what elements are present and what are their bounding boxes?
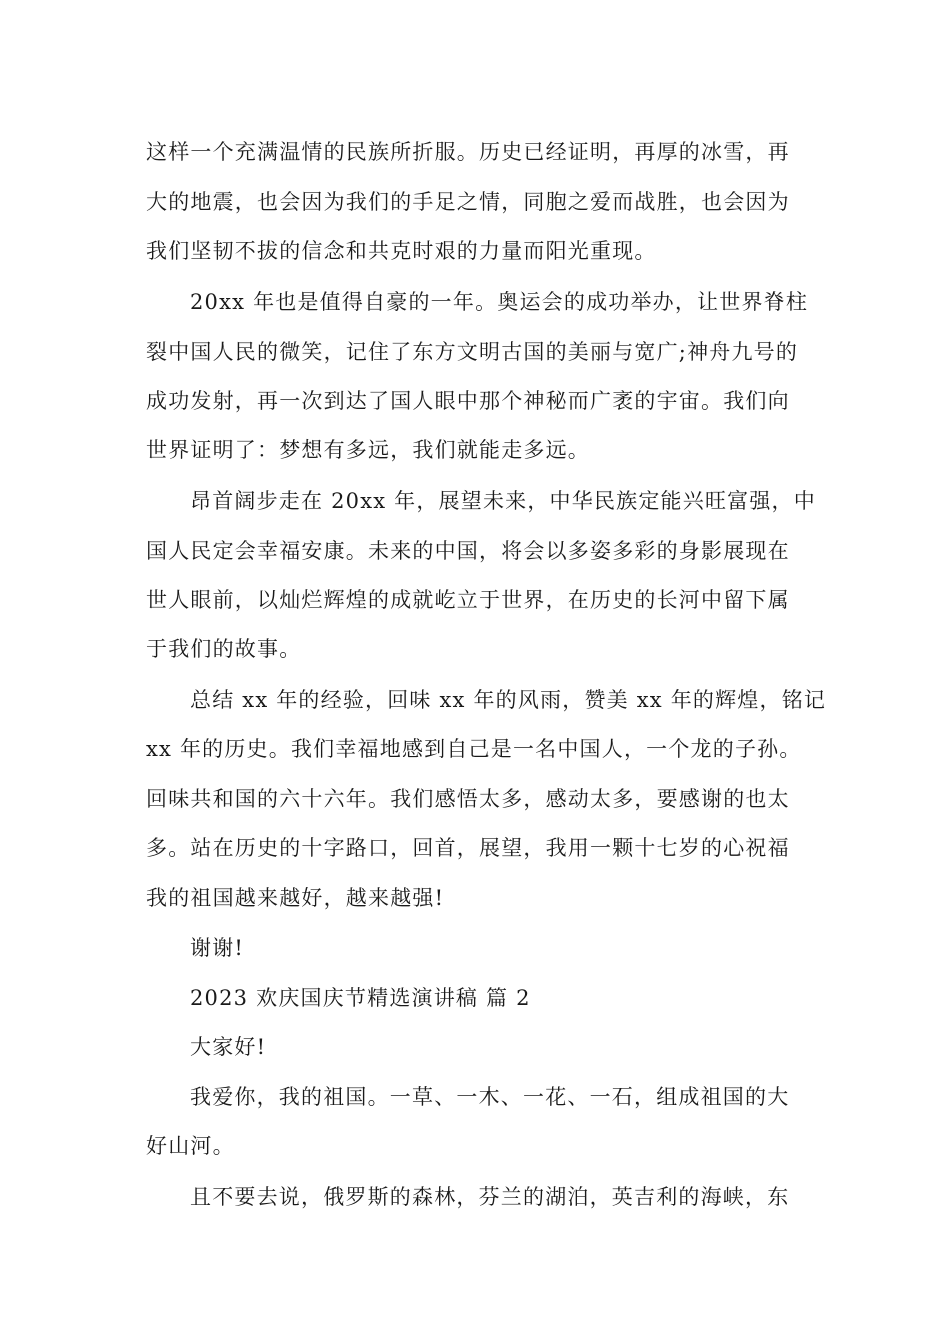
paragraph-start: 我爱你，我的祖国。一草、一木、一花、一石，组成祖国的大 <box>190 1085 790 1109</box>
text-line: 多。站在历史的十字路口，回首，展望，我用一颗十七岁的心祝福 <box>146 836 790 860</box>
text-line: 好山河。 <box>146 1134 235 1158</box>
text-line: 我的祖国越来越好，越来越强! <box>146 886 445 910</box>
text-line: xx 年的历史。我们幸福地感到自己是一名中国人，一个龙的子孙。 <box>146 737 802 761</box>
text-line: 这样一个充满温情的民族所折服。历史已经证明，再厚的冰雪，再 <box>146 140 790 164</box>
text-line: 于我们的故事。 <box>146 637 302 661</box>
text-line: 世人眼前，以灿烂辉煌的成就屹立于世界，在历史的长河中留下属 <box>146 588 790 612</box>
paragraph-start: 总结 xx 年的经验，回味 xx 年的风雨，赞美 xx 年的辉煌，铭记 <box>190 688 827 712</box>
paragraph-start: 昂首阔步走在 20xx 年，展望未来，中华民族定能兴旺富强，中 <box>190 489 816 513</box>
paragraph-start: 且不要去说，俄罗斯的森林，芬兰的湖泊，英吉利的海峡，东 <box>190 1185 790 1209</box>
text-line: 成功发射，再一次到达了国人眼中那个神秘而广袤的宇宙。我们向 <box>146 389 790 413</box>
greeting-line: 大家好! <box>190 1035 267 1059</box>
text-line: 裂中国人民的微笑，记住了东方文明古国的美丽与宽广;神舟九号的 <box>146 340 799 364</box>
text-line: 我们坚韧不拔的信念和共克时艰的力量而阳光重现。 <box>146 239 657 263</box>
text-line: 世界证明了：梦想有多远，我们就能走多远。 <box>146 438 590 462</box>
thanks-line: 谢谢! <box>190 936 245 960</box>
paragraph-start: 20xx 年也是值得自豪的一年。奥运会的成功举办，让世界脊柱 <box>190 290 809 314</box>
text-line: 大的地震，也会因为我们的手足之情，同胞之爱而战胜，也会因为 <box>146 190 790 214</box>
text-line: 回味共和国的六十六年。我们感悟太多，感动太多，要感谢的也太 <box>146 787 790 811</box>
section-heading: 2023 欢庆国庆节精选演讲稿 篇 2 <box>190 986 531 1010</box>
text-line: 国人民定会幸福安康。未来的中国，将会以多姿多彩的身影展现在 <box>146 539 790 563</box>
